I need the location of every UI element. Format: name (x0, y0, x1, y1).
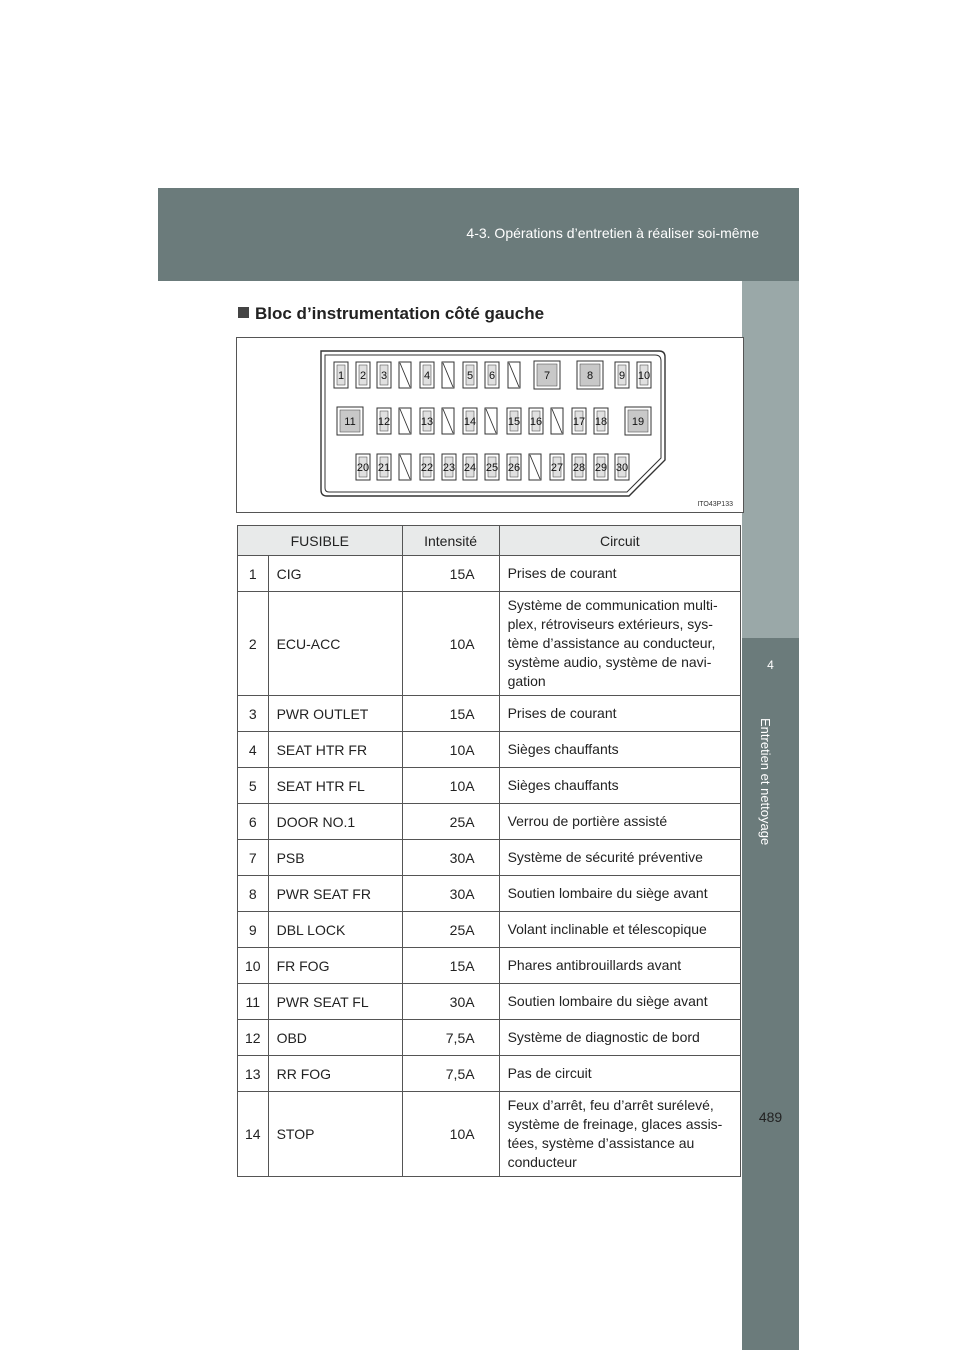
fuse-circuit: Feux d’arrêt, feu d’arrêt surélevé, système de freinage, glaces assis-tées, système d’assistance au conducteur (499, 1092, 740, 1177)
fuse-label: 11 (344, 416, 356, 428)
header-circuit: Circuit (499, 526, 740, 556)
fuse-number: 6 (238, 804, 269, 840)
table-row (238, 556, 741, 592)
section-heading-text: Bloc d’instrumentation côté gauche (255, 304, 545, 323)
header-band (158, 188, 799, 281)
fuse-intensity: 30A (402, 876, 499, 912)
page-number: 489 (758, 1109, 783, 1125)
fuse-intensity: 25A (402, 912, 499, 948)
figure-code: ITO43P133 (697, 501, 733, 508)
fuse-label: 19 (631, 416, 645, 428)
table-row (238, 732, 741, 768)
fuse-number: 1 (238, 556, 269, 592)
fuse-intensity: 7,5A (402, 1020, 499, 1056)
fuse-circuit: Pas de circuit (499, 1056, 740, 1092)
fuse-name: PWR OUTLET (268, 696, 402, 732)
fuse-label: 22 (420, 462, 434, 474)
chapter-number: 4 (767, 658, 774, 672)
fuse-intensity: 10A (402, 732, 499, 768)
fuse-circuit: Volant inclinable et télescopique (499, 912, 740, 948)
fuse-circuit: Verrou de portière assisté (499, 804, 740, 840)
fuse-circuit: Sièges chauffants (499, 768, 740, 804)
table-row (238, 696, 741, 732)
header-title: 4-3. Opérations d’entretien à réaliser soi-même (466, 225, 759, 241)
fuse-label: 15 (507, 416, 521, 428)
fuse-label: 23 (442, 462, 456, 474)
fuse-label: 7 (543, 370, 551, 382)
fuse-circuit: Système de communication multi-plex, rétroviseurs extérieurs, sys-tème d’assistance au conducteur, système audio, système de navi-gation (499, 592, 740, 696)
table-row (238, 1056, 741, 1092)
fuse-circuit: Prises de courant (499, 696, 740, 732)
fuse-name: STOP (268, 1092, 402, 1177)
fuse-number: 5 (238, 768, 269, 804)
fuse-name: DOOR NO.1 (268, 804, 402, 840)
fuse-label: 16 (529, 416, 543, 428)
fuse-circuit: Système de sécurité préventive (499, 840, 740, 876)
fuse-intensity: 30A (402, 984, 499, 1020)
fuse-circuit: Prises de courant (499, 556, 740, 592)
fuse-label: 12 (377, 416, 391, 428)
fuse-name: SEAT HTR FL (268, 768, 402, 804)
fuse-number: 7 (238, 840, 269, 876)
chapter-side-tab (742, 638, 799, 1350)
table-row (238, 768, 741, 804)
header-fuse: FUSIBLE (238, 526, 403, 556)
fuse-circuit: Soutien lombaire du siège avant (499, 876, 740, 912)
fuse-table (237, 525, 741, 1177)
table-row (238, 1020, 741, 1056)
fuse-name: DBL LOCK (268, 912, 402, 948)
chapter-label: Entretien et nettoyage (758, 718, 773, 846)
fuse-intensity: 15A (402, 556, 499, 592)
section-heading (238, 304, 544, 324)
fuse-circuit: Soutien lombaire du siège avant (499, 984, 740, 1020)
table-row (238, 592, 741, 696)
fuse-number: 12 (238, 1020, 269, 1056)
fuse-name: FR FOG (268, 948, 402, 984)
fuse-box-svg (237, 338, 743, 512)
fuse-label: 4 (423, 370, 431, 382)
fuse-intensity: 25A (402, 804, 499, 840)
fuse-label: 3 (380, 370, 388, 382)
fuse-number: 9 (238, 912, 269, 948)
table-row (238, 804, 741, 840)
fuse-label: 6 (488, 370, 496, 382)
fuse-label: 18 (594, 416, 608, 428)
fuse-intensity: 30A (402, 840, 499, 876)
fuse-name: ECU-ACC (268, 592, 402, 696)
fuse-label: 10 (637, 370, 651, 382)
fuse-label: 14 (463, 416, 477, 428)
table-row (238, 876, 741, 912)
side-tab-upper (742, 281, 799, 638)
fuse-number: 8 (238, 876, 269, 912)
fuse-label: 2 (359, 370, 367, 382)
fuse-label: 24 (463, 462, 477, 474)
fuse-intensity: 10A (402, 1092, 499, 1177)
fuse-label: 25 (485, 462, 499, 474)
fuse-number: 14 (238, 1092, 269, 1177)
fuse-name: PSB (268, 840, 402, 876)
fuse-name: PWR SEAT FR (268, 876, 402, 912)
fuse-name: SEAT HTR FR (268, 732, 402, 768)
fuse-number: 13 (238, 1056, 269, 1092)
fuse-label: 30 (615, 462, 629, 474)
fuse-name: CIG (268, 556, 402, 592)
fuse-circuit: Phares antibrouillards avant (499, 948, 740, 984)
fuse-number: 10 (238, 948, 269, 984)
table-row (238, 840, 741, 876)
fuse-label: 27 (550, 462, 564, 474)
fuse-label: 1 (337, 370, 345, 382)
fuse-label: 5 (466, 370, 474, 382)
fuse-label: 9 (618, 370, 626, 382)
fuse-number: 3 (238, 696, 269, 732)
fuse-number: 4 (238, 732, 269, 768)
fuse-label: 8 (586, 370, 594, 382)
fuse-name: OBD (268, 1020, 402, 1056)
fuse-number: 11 (238, 984, 269, 1020)
fuse-label: 28 (572, 462, 586, 474)
fuse-intensity: 10A (402, 592, 499, 696)
table-row (238, 1092, 741, 1177)
fuse-name: PWR SEAT FL (268, 984, 402, 1020)
fuse-intensity: 10A (402, 768, 499, 804)
fuse-number: 2 (238, 592, 269, 696)
fuse-intensity: 15A (402, 696, 499, 732)
fuse-intensity: 15A (402, 948, 499, 984)
fuse-label: 21 (377, 462, 391, 474)
fuse-label: 29 (594, 462, 608, 474)
table-row (238, 984, 741, 1020)
square-bullet-icon (238, 307, 249, 318)
fuse-intensity: 7,5A (402, 1056, 499, 1092)
table-row (238, 948, 741, 984)
fuse-label: 13 (420, 416, 434, 428)
fuse-label: 17 (572, 416, 586, 428)
fuse-box-diagram (236, 337, 744, 513)
fuse-circuit: Sièges chauffants (499, 732, 740, 768)
header-intensity: Intensité (402, 526, 499, 556)
fuse-circuit: Système de diagnostic de bord (499, 1020, 740, 1056)
fuse-label: 20 (356, 462, 370, 474)
fuse-name: RR FOG (268, 1056, 402, 1092)
fuse-label: 26 (507, 462, 521, 474)
table-header-row (238, 526, 741, 556)
table-row (238, 912, 741, 948)
